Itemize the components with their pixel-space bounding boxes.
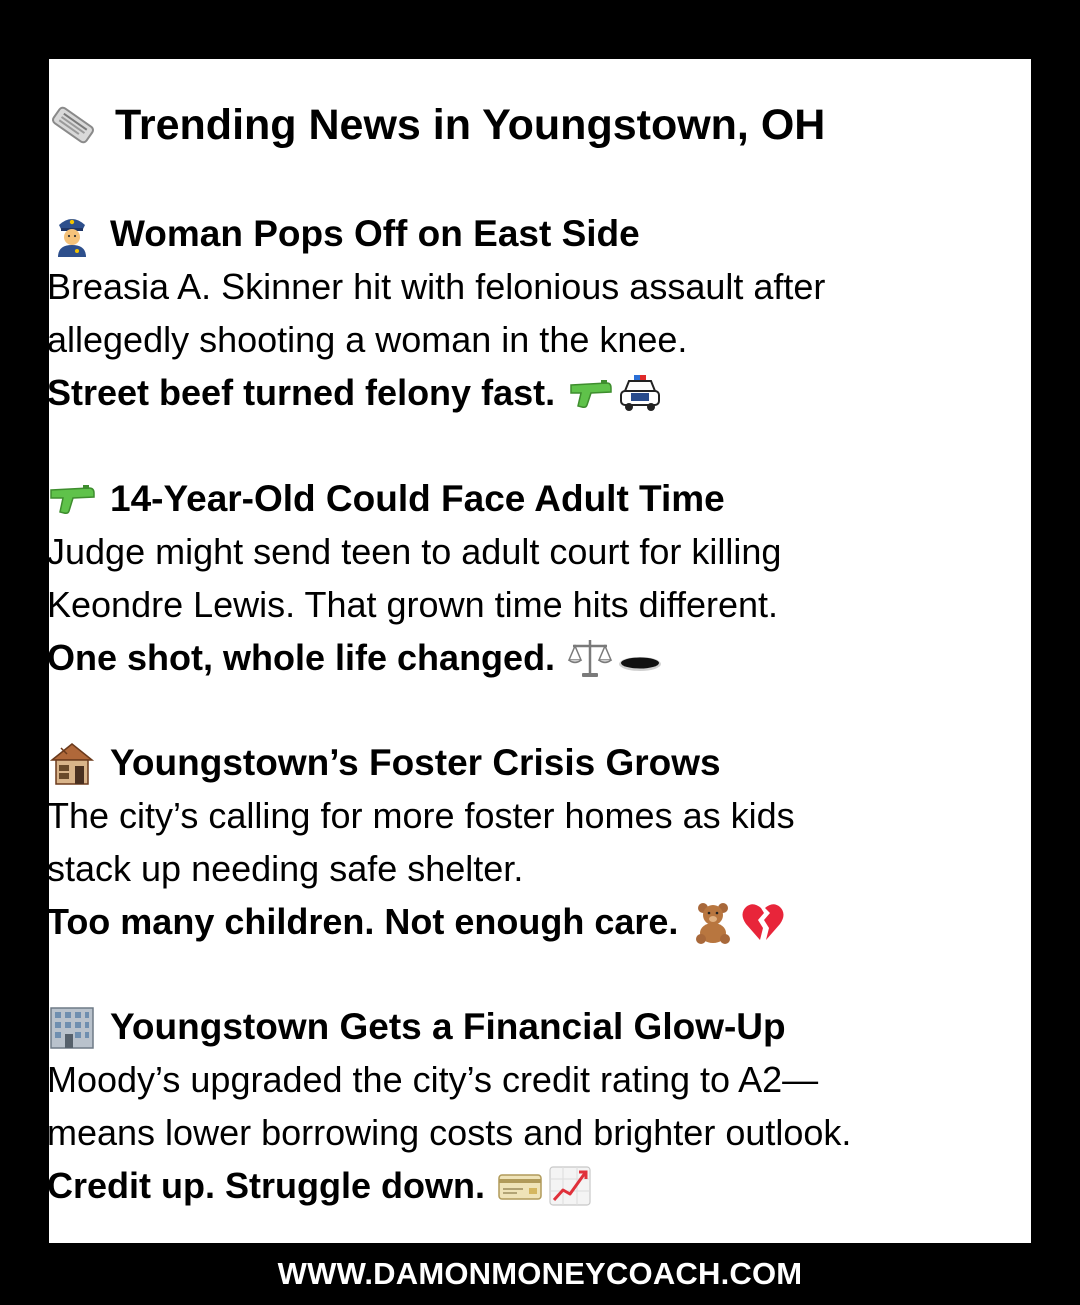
story-1: [47, 207, 947, 419]
story-headline-text: 14-Year-Old Could Face Adult Time: [110, 478, 725, 519]
story-headline: [47, 1000, 947, 1053]
story-headline: [47, 472, 947, 525]
page-title: [47, 95, 825, 155]
story-tagline-text: Street beef turned felony fast.: [47, 372, 556, 413]
police-car-icon: [617, 371, 663, 415]
teddy-bear-icon: [690, 900, 736, 944]
balance-scale-icon: [567, 636, 613, 680]
story-tagline: [47, 1159, 947, 1212]
story-4: [47, 1000, 947, 1212]
story-tagline: [47, 366, 947, 419]
story-headline-text: Youngstown’s Foster Crisis Grows: [110, 742, 721, 783]
story-body-line: Keondre Lewis. That grown time hits different.: [47, 584, 779, 625]
story-body-line: Breasia A. Skinner hit with felonious assault after: [47, 266, 826, 307]
broken-heart-icon: [740, 900, 786, 944]
water-pistol-icon: [47, 476, 97, 522]
hole-icon: [617, 636, 663, 680]
office-building-icon: [47, 1004, 97, 1050]
page-title-text: Trending News in Youngstown, OH: [115, 101, 826, 149]
police-officer-icon: [47, 211, 97, 257]
tag-icon-group: [567, 371, 663, 415]
tag-icon-group: [690, 900, 786, 944]
story-3: [47, 736, 947, 948]
story-tagline-text: One shot, whole life changed.: [47, 637, 556, 678]
story-body-line: Moody’s upgraded the city’s credit rating to A2—: [47, 1059, 819, 1100]
credit-card-icon: [497, 1164, 543, 1208]
footer-website: WWW.DAMONMONEYCOACH.COM: [277, 1256, 803, 1291]
story-2: [47, 472, 947, 684]
story-headline-text: Woman Pops Off on East Side: [110, 213, 640, 254]
story-tagline: [47, 631, 947, 684]
water-pistol-icon: [567, 371, 613, 415]
story-headline-text: Youngstown Gets a Financial Glow-Up: [110, 1006, 786, 1047]
story-body-line: The city’s calling for more foster homes as kids: [47, 795, 795, 836]
newspaper-icon: [47, 102, 99, 148]
story-headline: [47, 736, 947, 789]
story-body-line: allegedly shooting a woman in the knee.: [47, 319, 688, 360]
story-body-line: Judge might send teen to adult court for killing: [47, 531, 782, 572]
story-headline: [47, 207, 947, 260]
tag-icon-group: [497, 1164, 593, 1208]
story-tagline-text: Too many children. Not enough care.: [47, 901, 679, 942]
story-tagline-text: Credit up. Struggle down.: [47, 1165, 485, 1206]
derelict-house-icon: [47, 740, 97, 786]
tag-icon-group: [567, 636, 663, 680]
chart-increasing-icon: [547, 1164, 593, 1208]
story-body-line: means lower borrowing costs and brighter outlook.: [47, 1112, 852, 1153]
story-tagline: [47, 895, 947, 948]
story-body-line: stack up needing safe shelter.: [47, 848, 524, 889]
